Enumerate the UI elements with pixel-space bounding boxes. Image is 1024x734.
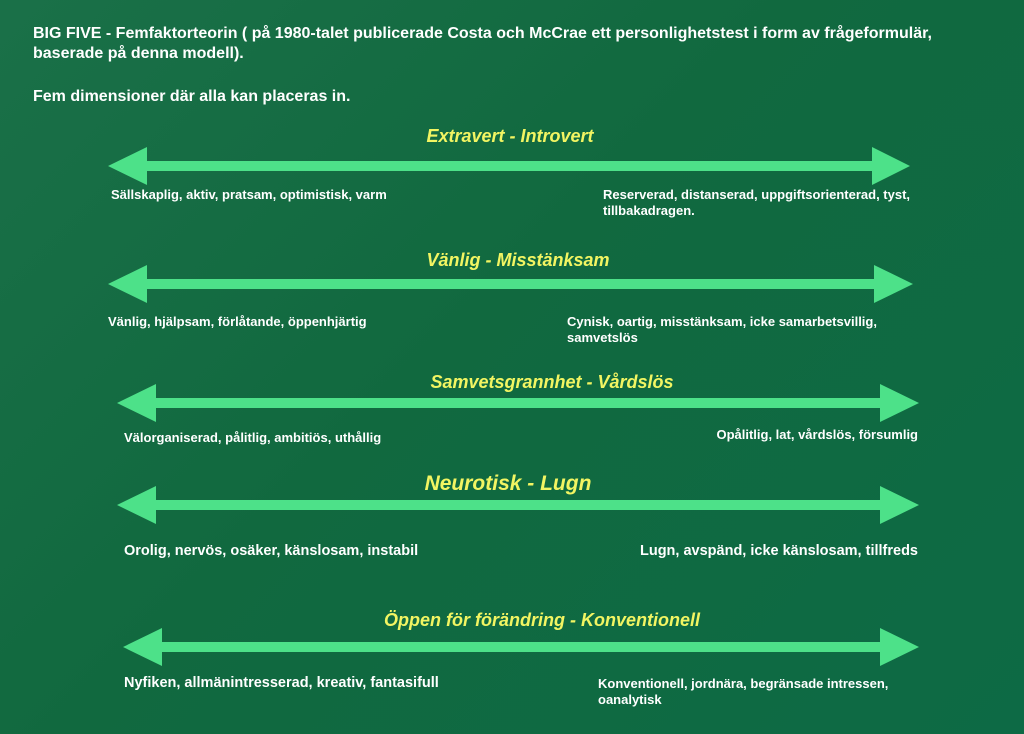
left-traits: Välorganiserad, pålitlig, ambitiös, uthållig [124, 430, 382, 445]
left-traits: Sällskaplig, aktiv, pratsam, optimistisk, varm [111, 187, 387, 202]
dimension-title: Samvetsgrannhet - Vårdslös [430, 372, 674, 392]
intro-heading: BIG FIVE - Femfaktorteorin ( på 1980-talet publicerade Costa och McCrae ett personlighetstest i form av frågeformulär, baserade på denna modell). [33, 25, 932, 62]
dimension-title: Neurotisk - Lugn [424, 472, 592, 495]
dimension-title: Öppen för förändring - Konventionell [384, 610, 700, 630]
right-traits: Opålitlig, lat, vårdslös, försumlig [716, 427, 918, 442]
dimension-title: Extravert - Introvert [426, 126, 594, 146]
dimension-title: Vänlig - Misstänksam [426, 250, 610, 270]
left-traits: Vänlig, hjälpsam, förlåtande, öppenhjärtig [108, 314, 367, 329]
right-traits: Konventionell, jordnära, begränsade intressen, oanalytisk [598, 676, 889, 707]
right-traits: Cynisk, oartig, misstänksam, icke samarbetsvillig, samvetslös [567, 314, 877, 345]
right-traits: Reserverad, distanserad, uppgiftsorienterad, tyst, tillbakadragen. [603, 187, 911, 218]
arrow-shape [123, 628, 919, 666]
left-traits: Nyfiken, allmänintresserad, kreativ, fantasifull [124, 675, 439, 691]
intro-subheading: Fem dimensioner där alla kan placeras in. [33, 88, 351, 105]
right-traits: Lugn, avspänd, icke känslosam, tillfreds [639, 543, 918, 559]
left-traits: Orolig, nervös, osäker, känslosam, instabil [124, 543, 419, 559]
